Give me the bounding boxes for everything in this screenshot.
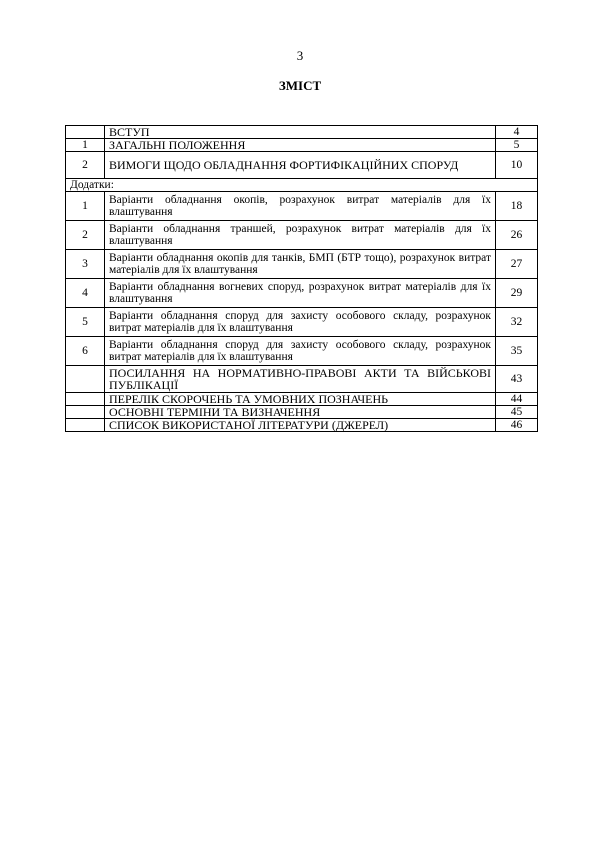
toc-row-appendix-3	[66, 250, 538, 279]
toc-row-title: Варіанти обладнання споруд для захисту особового складу, розрахунок витрат матеріалів для їх влаштування	[105, 337, 496, 366]
toc-row-page: 4	[496, 126, 538, 139]
toc-row-page: 43	[496, 366, 538, 393]
toc-row-page: 29	[496, 279, 538, 308]
toc-row-appendix-1	[66, 192, 538, 221]
toc-row-number: 1	[66, 192, 105, 221]
appendices-heading: Додатки:	[66, 179, 538, 192]
toc-row-number: 2	[66, 221, 105, 250]
toc-row-page: 26	[496, 221, 538, 250]
toc-row-title: ОСНОВНІ ТЕРМІНИ ТА ВИЗНАЧЕННЯ	[105, 406, 496, 419]
toc-row-abbreviations	[66, 393, 538, 406]
toc-row-page: 46	[496, 419, 538, 432]
toc-row-title: ПОСИЛАННЯ НА НОРМАТИВНО-ПРАВОВІ АКТИ ТА ВІЙСЬКОВІ ПУБЛІКАЦІЇ	[105, 366, 496, 393]
toc-row-appendix-6	[66, 337, 538, 366]
toc-row-appendices-heading	[66, 179, 538, 192]
toc-row-section-2	[66, 152, 538, 179]
toc-row-terms	[66, 406, 538, 419]
page-number: 3	[296, 48, 304, 63]
toc-row-number	[66, 419, 105, 432]
toc-row-number	[66, 366, 105, 393]
toc-row-appendix-4	[66, 279, 538, 308]
toc-row-number: 5	[66, 308, 105, 337]
toc-row-page: 18	[496, 192, 538, 221]
toc-row-title: СПИСОК ВИКОРИСТАНОЇ ЛІТЕРАТУРИ (ДЖЕРЕЛ)	[105, 419, 496, 432]
toc-row-page: 5	[496, 139, 538, 152]
toc-row-title: Варіанти обладнання вогневих споруд, розрахунок витрат матеріалів для їх влаштування	[105, 279, 496, 308]
toc-row-title: Варіанти обладнання окопів для танків, БМП (БТР тощо), розрахунок витрат матеріалів для їх влаштування	[105, 250, 496, 279]
toc-row-page: 45	[496, 406, 538, 419]
toc-row-appendix-2	[66, 221, 538, 250]
toc-row-number: 4	[66, 279, 105, 308]
table-of-contents	[65, 125, 538, 432]
toc-row-number: 6	[66, 337, 105, 366]
toc-row-page: 35	[496, 337, 538, 366]
toc-row-number: 3	[66, 250, 105, 279]
toc-row-page: 27	[496, 250, 538, 279]
toc-row-title: ВИМОГИ ЩОДО ОБЛАДНАННЯ ФОРТИФІКАЦІЙНИХ СПОРУД	[105, 152, 496, 179]
toc-row-title: Варіанти обладнання траншей, розрахунок витрат матеріалів для їх влаштування	[105, 221, 496, 250]
toc-row-appendix-5	[66, 308, 538, 337]
toc-row-page: 32	[496, 308, 538, 337]
toc-row-number	[66, 406, 105, 419]
toc-row-bibliography	[66, 419, 538, 432]
toc-row-title: Варіанти обладнання споруд для захисту особового складу, розрахунок витрат матеріалів для їх влаштування	[105, 308, 496, 337]
toc-row-page: 44	[496, 393, 538, 406]
page-title: ЗМІСТ	[278, 78, 322, 93]
toc-row-introduction	[66, 126, 538, 139]
toc-row-title: ПЕРЕЛІК СКОРОЧЕНЬ ТА УМОВНИХ ПОЗНАЧЕНЬ	[105, 393, 496, 406]
toc-row-number: 2	[66, 152, 105, 179]
toc-row-number	[66, 126, 105, 139]
toc-row-references	[66, 366, 538, 393]
toc-row-title: Варіанти обладнання окопів, розрахунок витрат матеріалів для їх влаштування	[105, 192, 496, 221]
toc-row-title: ЗАГАЛЬНІ ПОЛОЖЕННЯ	[105, 139, 496, 152]
toc-row-page: 10	[496, 152, 538, 179]
toc-row-title: ВСТУП	[105, 126, 496, 139]
toc-row-number	[66, 393, 105, 406]
toc-row-section-1	[66, 139, 538, 152]
toc-row-number: 1	[66, 139, 105, 152]
